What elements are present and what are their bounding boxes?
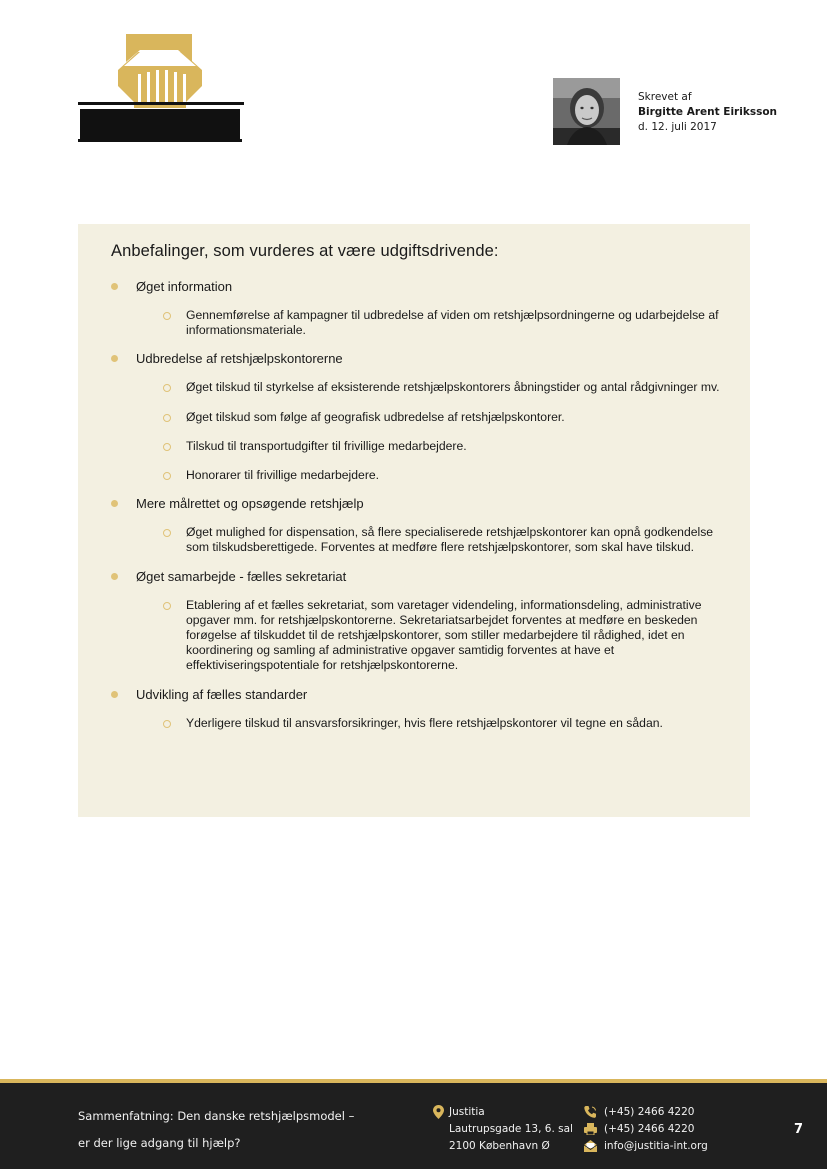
circle-bullet-icon <box>163 384 171 392</box>
phone-row <box>584 1104 708 1121</box>
bullet-icon <box>111 691 118 698</box>
document-title-line2: er der lige adgang til hjælp? <box>78 1136 241 1150</box>
circle-bullet-icon <box>163 720 171 728</box>
document-title <box>78 1103 398 1157</box>
address-line1: Lautrupsgade 13, 6. sal <box>449 1123 573 1135</box>
author-avatar <box>553 78 620 145</box>
circle-bullet-icon <box>163 414 171 422</box>
sub-list-item <box>78 410 750 425</box>
sub-list-item <box>78 598 750 674</box>
recommendations-list <box>78 278 750 743</box>
email-link[interactable]: info@justitia-int.org <box>604 1140 708 1152</box>
location-pin-icon <box>433 1105 444 1119</box>
recommendations-box <box>78 224 750 817</box>
justitia-building-icon <box>78 30 244 145</box>
bullet-icon <box>111 355 118 362</box>
sub-list-item <box>78 380 750 395</box>
circle-bullet-icon <box>163 472 171 480</box>
author-byline <box>638 90 777 135</box>
address-line2: 2100 København Ø <box>449 1140 550 1152</box>
publish-date: d. 12. juli 2017 <box>638 121 717 133</box>
list-item <box>78 495 750 555</box>
list-item <box>78 278 750 338</box>
footer-contact <box>584 1104 708 1155</box>
fax-icon <box>584 1123 597 1135</box>
sub-list-item <box>78 525 750 555</box>
page-number: 7 <box>794 1122 804 1137</box>
circle-bullet-icon <box>163 312 171 320</box>
phone-number[interactable]: (+45) 2466 4220 <box>604 1106 695 1118</box>
footer-address <box>433 1104 573 1155</box>
fax-number: (+45) 2466 4220 <box>604 1123 695 1135</box>
written-by-label: Skrevet af <box>638 91 692 103</box>
phone-icon <box>584 1106 597 1118</box>
page-footer <box>0 1079 827 1169</box>
list-item <box>78 568 750 674</box>
fax-row <box>584 1121 708 1138</box>
email-row <box>584 1138 708 1155</box>
recommendations-title: Anbefalinger, som vurderes at være udgiftsdrivende: <box>111 242 499 260</box>
recommendation-label: Udvikling af fælles standarder <box>136 686 308 702</box>
justitia-logo <box>78 30 244 145</box>
sub-item-text: Etablering af et fælles sekretariat, som varetager videndeling, informationsdeling, administrative opgaver mm. for retshjælpskontorerne. Sekretariatsarbejdet forventes at medføre en beskeden forøgelse af tilskuddet til de retshjælpskontorer, som stiller medarbejdere til rådighed, idet en koordinering og samling af administrative opgaver samtidig forventes at have et effektiviseringspotentiale for retshjælpskontorerne. <box>186 597 702 673</box>
sub-item-text: Øget tilskud til styrkelse af eksisterende retshjælpskontorers åbningstider og antal rådgivninger mv. <box>186 380 720 395</box>
document-title-line1: Sammenfatning: Den danske retshjælpsmodel – <box>78 1109 355 1123</box>
sub-item-text: Tilskud til transportudgifter til frivillige medarbejdere. <box>186 438 467 453</box>
list-item <box>78 686 750 731</box>
bullet-icon <box>111 573 118 580</box>
list-item <box>78 350 750 483</box>
recommendation-label: Mere målrettet og opsøgende retshjælp <box>136 496 364 512</box>
org-name: Justitia <box>449 1106 485 1118</box>
sub-item-text: Øget mulighed for dispensation, så flere specialiserede retshjælpskontorer kan opnå godkendelse som tilskudsberettigede. Forventes at medføre flere retshjælpskontorer, som skal have tilskud. <box>186 525 714 555</box>
recommendation-label: Øget samarbejde - fælles sekretariat <box>136 568 347 584</box>
sub-list-item <box>78 439 750 454</box>
sub-list-item <box>78 468 750 483</box>
sub-item-text: Yderligere tilskud til ansvarsforsikringer, hvis flere retshjælpskontorer vil tegne en sådan. <box>186 715 663 730</box>
sub-list-item <box>78 716 750 731</box>
sub-list-item <box>78 308 750 338</box>
mail-icon <box>584 1140 597 1152</box>
circle-bullet-icon <box>163 529 171 537</box>
sub-item-text: Honorarer til frivillige medarbejdere. <box>186 468 380 483</box>
recommendation-label: Udbredelse af retshjælpskontorerne <box>136 351 343 367</box>
circle-bullet-icon <box>163 443 171 451</box>
circle-bullet-icon <box>163 602 171 610</box>
bullet-icon <box>111 283 118 290</box>
author-name: Birgitte Arent Eiriksson <box>638 106 778 118</box>
bullet-icon <box>111 500 118 507</box>
sub-item-text: Gennemførelse af kampagner til udbredelse af viden om retshjælpsordningerne og udarbejdelse af informationsmateriale. <box>186 308 719 338</box>
recommendation-label: Øget information <box>136 279 233 294</box>
sub-item-text: Øget tilskud som følge af geografisk udbredelse af retshjælpskontorer. <box>186 409 565 424</box>
